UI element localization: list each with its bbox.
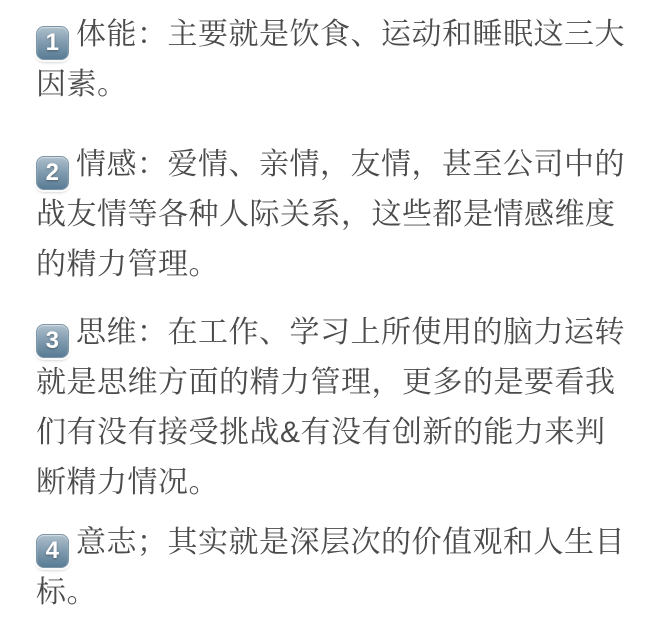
keycap-4-icon: [36, 534, 69, 568]
list-item-1: [36, 10, 632, 110]
keycap-3-icon: [36, 324, 69, 358]
list-item-3-text: 思维：在工作、学习上所使用的脑力运转就是思维方面的精力管理，更多的是要看我们有没有接受挑战&有没有创新的能力来判断精力情况。: [36, 316, 625, 499]
list-item-4: [36, 518, 632, 618]
list-item-4-text: 意志；其实就是深层次的价值观和人生目标。: [36, 526, 625, 609]
keycap-1-icon: [36, 26, 69, 60]
list-item-1-text: 体能：主要就是饮食、运动和睡眠这三大因素。: [36, 18, 625, 101]
keycap-2-icon: [36, 156, 69, 190]
keycap-1-number: 1: [45, 29, 60, 56]
keycap-4-number: 4: [45, 537, 60, 564]
list-item-2: [36, 140, 632, 290]
keycap-2-number: 2: [45, 159, 60, 186]
list-item-3: [36, 308, 632, 508]
list-item-2-text: 情感：爱情、亲情，友情，甚至公司中的战友情等各种人际关系，这些都是情感维度的精力管理。: [36, 148, 625, 281]
keycap-3-number: 3: [45, 327, 60, 354]
